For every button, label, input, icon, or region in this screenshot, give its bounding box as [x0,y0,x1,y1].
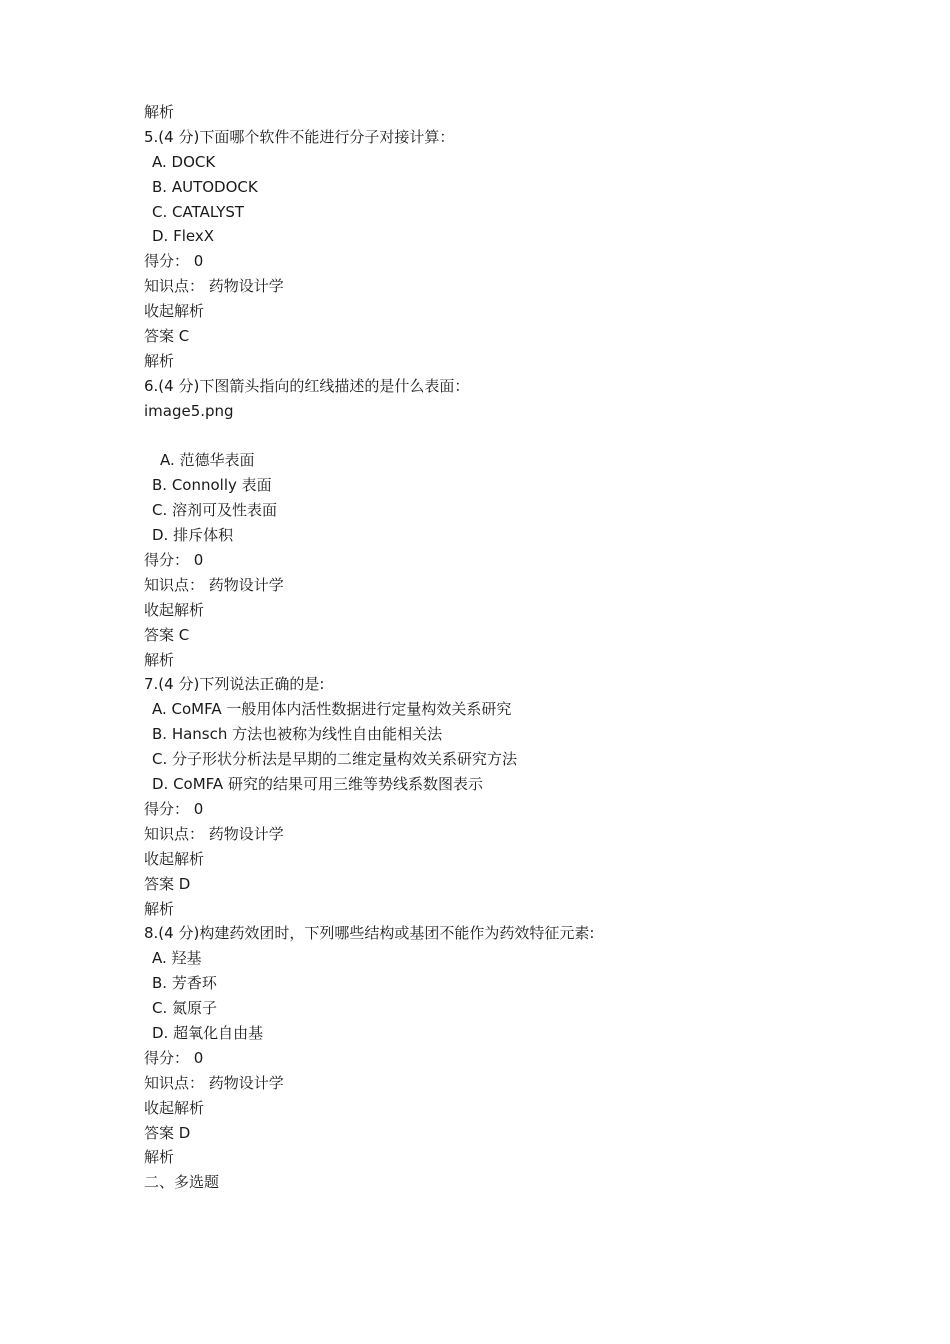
knowledge-point: 知识点： 药物设计学 [144,1073,284,1092]
analysis-label: 解析 [144,650,175,669]
answer-text: 答案 C [144,625,190,644]
option-c: C. 氮原子 [152,999,218,1018]
collapse-analysis-link[interactable]: 收起解析 [144,849,205,868]
option-d: D. CoMFA 研究的结果可用三维等势线系数图表示 [152,775,483,794]
option-b: B. Hansch 方法也被称为线性自由能相关法 [152,725,443,744]
knowledge-point: 知识点： 药物设计学 [144,575,284,594]
option-d: D. 超氧化自由基 [152,1023,264,1042]
score-text: 得分： 0 [144,551,204,570]
question-5 [144,125,844,374]
option-b: B. 芳香环 [152,974,217,993]
question-6 [144,374,844,673]
image-filename: image5.png [144,401,234,420]
document-page [144,100,844,1195]
knowledge-point: 知识点： 药物设计学 [144,824,284,843]
question-title: 7.(4 分)下列说法正确的是: [144,675,325,694]
collapse-analysis-link[interactable]: 收起解析 [144,600,205,619]
answer-text: 答案 D [144,874,191,893]
option-b: B. Connolly 表面 [152,476,272,495]
score-text: 得分： 0 [144,1048,204,1067]
answer-text: 答案 C [144,327,190,346]
option-b: B. AUTODOCK [152,177,258,196]
analysis-label: 解析 [144,351,175,370]
section-title: 二、多选题 [144,1173,220,1192]
option-a: A. CoMFA 一般用体内活性数据进行定量构效关系研究 [152,700,512,719]
option-a: A. DOCK [152,152,216,171]
option-a: A. 范德华表面 [160,451,255,470]
option-c: C. 溶剂可及性表面 [152,501,278,520]
question-8 [144,921,844,1170]
option-c: C. 分子形状分析法是早期的二维定量构效关系研究方法 [152,750,518,769]
option-a: A. 羟基 [152,949,202,968]
option-d: D. FlexX [152,227,214,246]
question-7 [144,672,844,921]
score-text: 得分： 0 [144,799,204,818]
analysis-label: 解析 [144,1148,175,1167]
answer-text: 答案 D [144,1123,191,1142]
analysis-label: 解析 [144,899,175,918]
option-c: C. CATALYST [152,202,245,221]
question-title: 5.(4 分)下面哪个软件不能进行分子对接计算： [144,127,455,146]
question-title: 8.(4 分)构建药效团时，下列哪些结构或基团不能作为药效特征元素: [144,924,595,943]
option-d: D. 排斥体积 [152,526,234,545]
blank-line [144,424,844,449]
analysis-label: 解析 [144,103,175,121]
collapse-analysis-link[interactable]: 收起解析 [144,302,205,321]
score-text: 得分： 0 [144,252,204,271]
collapse-analysis-link[interactable]: 收起解析 [144,1098,205,1117]
question-title: 6.(4 分)下图箭头指向的红线描述的是什么表面： [144,376,470,395]
knowledge-point: 知识点： 药物设计学 [144,277,284,296]
